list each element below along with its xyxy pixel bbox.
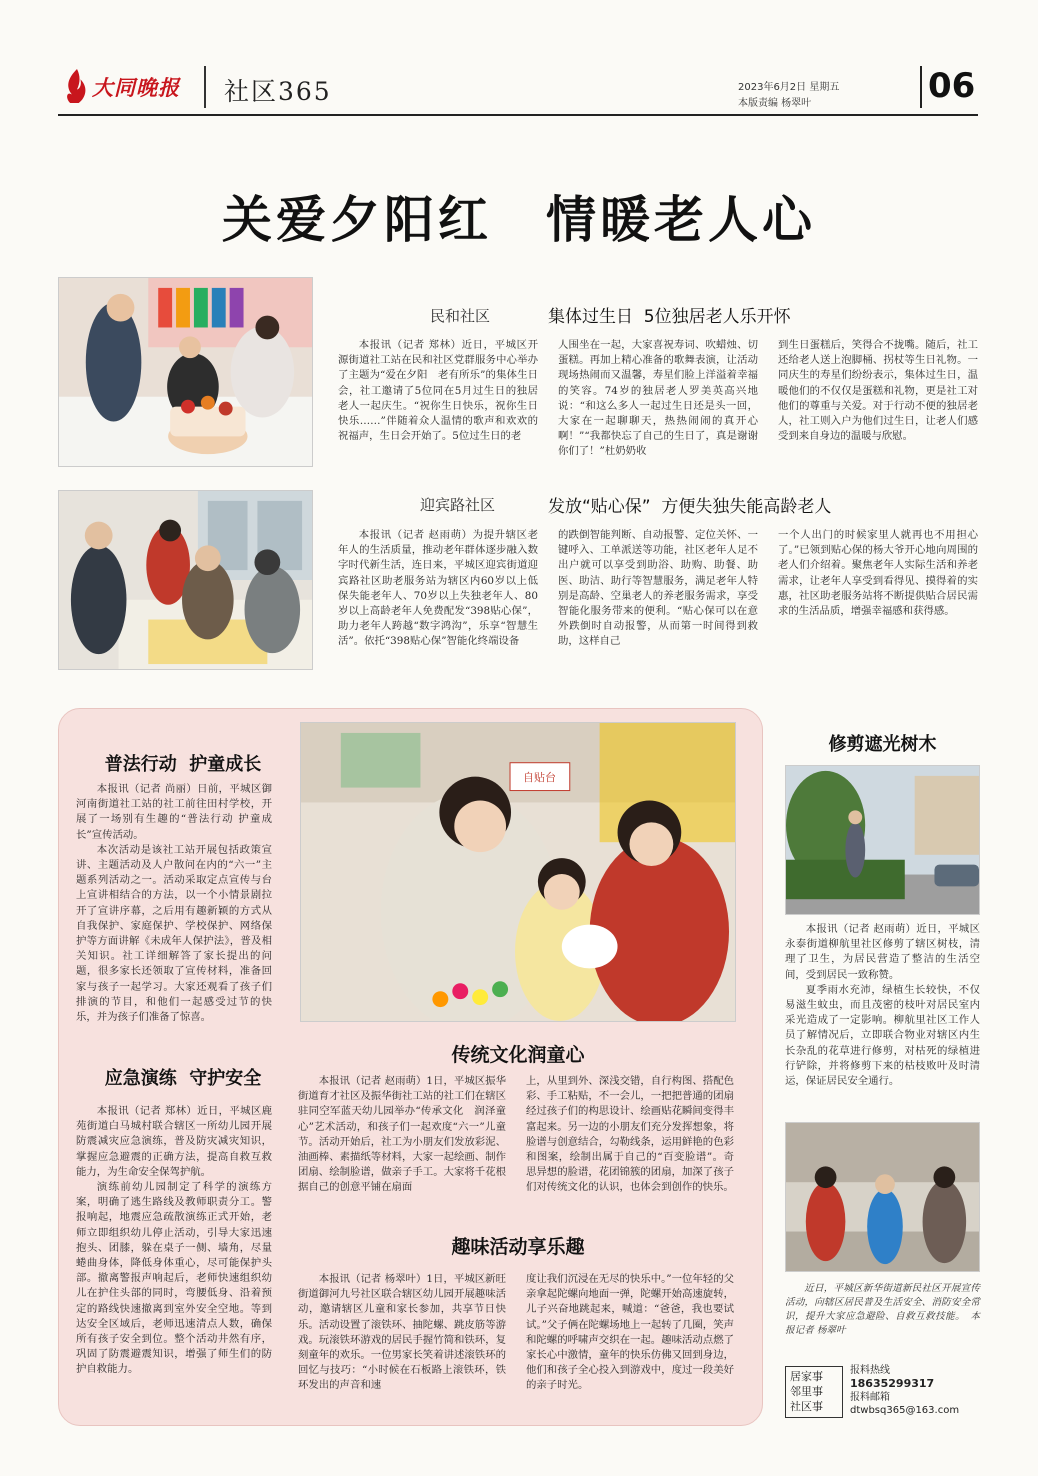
right-body1: 本报讯（记者 赵雨萌）近日，平城区永泰街道柳航里社区修剪了辖区树枝，清理了卫生，为居民营造了整洁的生活空间，受到居民一致称赞。 夏季雨水充沛，绿植生长较快，不仅易滋生蚊虫，而且茂密的枝叶对居民室内采光造成了一定影响。柳航里社区工作人员了解情况后，立即联合物业对辖区内生长杂乱的花草进行修剪，对枯死的绿植进行铲除，并将修剪下来的枯枝败叶及时清运，保证居民安全通行。 xyxy=(785,923,980,1088)
right-caption: 近日，平城区新华街道新民社区开展宣传活动，向辖区居民普及生活安全、消防安全常识，提升大家应急避险、自救互救技能。 本报记者 杨翠叶 xyxy=(785,1283,980,1336)
story1-community: 民和社区 xyxy=(430,307,491,325)
stamp-line-2: 邻里事 xyxy=(790,1385,823,1398)
community-stamp xyxy=(785,1366,843,1418)
page-number: 06 xyxy=(928,66,976,106)
elderly-device-photo xyxy=(58,490,313,670)
story1-col1: 本报讯（记者 郑林）近日，平城区开源街道社工站在民和社区党群服务中心举办了主题为“爱在夕阳 老有所乐”的集体生日会，社工邀请了5位同在5月过生日的独居老人一起庆生。“祝你生日快乐，祝你生日快乐……”伴随着众人温情的歌声和欢欢的祝福声，生日会开始了。5位过生日的老 xyxy=(338,339,538,443)
masthead xyxy=(58,58,978,116)
story1-col3: 到生日蛋糕后，笑得合不拢嘴。随后，社工还给老人送上泡脚桶、拐杖等生日礼物。一同庆生的寿星们纷纷表示，集体过生日，温暖他们的不仅仅是蛋糕和礼物，更是社工对他们的尊重与关爱。对于行动不便的独居老人，社工则入户为他们过生日，让老人们感受到来自身边的温暖与欣慰。 xyxy=(778,339,978,443)
page-number-divider xyxy=(920,66,922,108)
photo-sign: 自贴台 xyxy=(523,771,556,784)
mask-painting-photo xyxy=(300,722,736,1022)
left-h2: 应急演练 守护安全 xyxy=(104,1068,262,1089)
hotline-block xyxy=(850,1364,980,1420)
email-address: dtwbsq365@163.com xyxy=(850,1405,960,1416)
logo-flame-icon xyxy=(60,64,94,108)
tree-trimming-photo xyxy=(785,765,980,915)
safety-publicity-photo xyxy=(785,1122,980,1272)
page-editor: 本版责编 杨翠叶 xyxy=(738,98,812,109)
hotline-label: 报料热线 xyxy=(850,1365,890,1376)
middle-body1-col1: 本报讯（记者 赵雨萌）1日，平城区振华街道育才社区及振华街社工站的社工们在辖区驻同空军蓝天幼儿园举办“传承文化 润泽童心”艺术活动，和孩子们一起欢度“六一”儿童节。活动开始后，社工为小朋友们发放彩泥、油画棒、素描纸等材料，大家一起绘画、制作团扇、绘制脸谱，做亲子手工。大家将千花根据自己的创意平铺在扇面 xyxy=(298,1075,506,1194)
masthead-rule xyxy=(58,114,978,116)
middle-body2-col2: 度让我们沉浸在无尽的快乐中。”一位年轻的父亲拿起陀螺向地面一弹，陀螺开始高速旋转，儿子兴奋地跳起来，喊道：“爸爸，我也要试试。”父子俩在陀螺场地上一起转了几圈，笑声和陀螺的呼啸声交织在一起。趣味活动点燃了家长心中激情，童年的快乐仿佛又回到身边，他们和孩子全心投入到游戏中，度过一段美好的亲子时光。 xyxy=(526,1273,734,1392)
middle-h2: 趣味活动享乐趣 xyxy=(451,1236,585,1258)
left-body2: 本报讯（记者 郑林）近日，平城区鹿苑街道白马城村联合辖区一所幼儿园开展防震减灾应急演练，普及防灾减灾知识，掌握应急避震的正确方法，提高自救互救能力，为生命安全保驾护航。 演练前幼儿园制定了科学的演练方案，明确了逃生路线及教师职责分工。警报响起，地震应急疏散演练正式开始，老师立即组织幼儿停止活动，引导大家迅速抱头、团膝，躲在桌子一侧、墙角，尽量蜷曲身体，降低身体重心，尽可能保护头部。撤离警报声响起后，老师快速组织幼儿在护住头部的同时，弯腰低身、沿着预定的路线快速撤离到室外安全空地。等到达安全区域后，老师迅速清点人数，确保所有孩子安全到位。整个活动井然有序，巩固了防震避震知识，增强了师生们的防护自救能力。 xyxy=(76,1105,272,1376)
story1-title: 集体过生日 5位独居老人乐开怀 xyxy=(548,307,791,327)
email-label: 报料邮箱 xyxy=(850,1392,890,1403)
stamp-line-3: 社区事 xyxy=(790,1400,823,1413)
issue-date: 2023年6月2日 星期五 xyxy=(738,82,840,93)
story2-community: 迎宾路社区 xyxy=(420,496,496,514)
story2-col3: 一个人出门的时候家里人就再也不用担心了。”已领到贴心保的杨大爷开心地向周围的老人们介绍着。聚焦老年人实际生活和养老需求，让老年人享受到看得见、摸得着的实惠，社区助老服务站将不断提供贴合居民需求的生活品质，增强幸福感和获得感。 xyxy=(778,529,978,618)
logo xyxy=(58,64,188,108)
story2-title: 发放“贴心保” 方便失独失能高龄老人 xyxy=(548,497,832,517)
middle-body2-col1: 本报讯（记者 杨翠叶）1日，平城区新旺街道御河九号社区联合辖区幼儿园开展趣味活动，邀请辖区儿童和家长参加，共享节日快乐。活动设置了滚铁环、抽陀螺、跳皮筋等游戏。玩滚铁环游戏的居民手握竹简和铁环，复刻童年的欢乐。一位男家长笑着讲述滚铁环的回忆与技巧：“小时候在石板路上滚铁环，铁环发出的声音和速 xyxy=(298,1273,506,1392)
birthday-party-photo xyxy=(58,277,313,467)
story2-col2: 的跌倒智能判断、自动报警、定位关怀、一键呼入、工单派送等功能，社区老年人足不出户就可以享受到助浴、助购、助餐、助医、助洁、助行等智慧服务，满足老年人特别是高龄、空巢老人的养老服务需求，享受智能化服务带来的便利。“贴心保可以在意外跌倒时自动报警，从而第一时间得到救助，这样自己 xyxy=(558,529,758,648)
left-body1: 本报讯（记者 尚丽）日前，平城区御河南街道社工站的社工前往田村学校，开展了一场别有生趣的“普法行动 护童成长”宣传活动。 本次活动是该社工站开展包括政策宣讲、主题活动及人户散问在内的“六一”主题系列活动之一。活动采取定点宣传与台上宣讲相结合的方法，以一个小情景剧拉开了宣讲序幕，之后用有趣新颖的方式从自我保护、家庭保护、学校保护、网络保护等方面讲解《未成年人保护法》，普及相关知识。社工详细解答了家长提出的问题，很多家长还领取了宣传材料，准备回家与孩子一起学习。大家还观看了孩子们排演的节目，和他们一起感受过节的快乐，并为孩子们准备了惊喜。 xyxy=(76,783,272,1024)
middle-body1-col2: 上，从里到外、深浅交错，自行构图、搭配色彩、手工粘贴，不一会儿，一把把普通的团扇经过孩子们的构思设计、绘画贴花瞬间变得丰富起来。另一边的小朋友们充分发挥想象，将脸谱与创意结合，勾勒线条，运用鲜艳的色彩和图案，绘制出属于自己的“百变脸谱”。奇思异想的脸谱，花团锦簇的团扇，加深了孩子们对传统文化的认识，也体会到创作的快乐。 xyxy=(526,1075,734,1194)
main-headline: 关爱夕阳红 情暖老人心 xyxy=(222,191,816,249)
logo-text: 大同晚报 xyxy=(92,75,180,100)
story2-col1: 本报讯（记者 赵雨萌）为提升辖区老年人的生活质量，推动老年群体逐步融入数字时代新生活，连日来，平城区迎宾街道迎宾路社区助老服务站为辖区内60岁以上低保失能老年人、70岁以上失独老年人、80岁以上高龄老年人免费配发“398贴心保”，助力老年人跨越“数字鸿沟”，乐享“智慧生活”。依托“398贴心保”智能化终端设备 xyxy=(338,529,538,648)
story1-col2: 人围坐在一起，大家喜祝寿词、吹蜡烛、切蛋糕。再加上精心准备的歌舞表演，让活动现场热闹而又温馨，寿星们脸上洋溢着幸福的笑容。74岁的独居老人罗美英高兴地说：“和这么多人一起过生日还是头一回，大家在一起聊聊天，热热闹闹的真开心啊！”“我都快忘了自己的生日了，真是谢谢你们了！”杜奶奶收 xyxy=(558,339,758,458)
hotline-number: 18635299317 xyxy=(850,1377,935,1390)
left-h1: 普法行动 护童成长 xyxy=(104,754,262,775)
middle-h1: 传统文化润童心 xyxy=(451,1044,585,1066)
stamp-line-1: 居家事 xyxy=(790,1370,823,1383)
section-title: 社区365 xyxy=(224,77,332,106)
right-h1: 修剪遮光树木 xyxy=(828,734,937,755)
masthead-divider xyxy=(204,66,206,108)
